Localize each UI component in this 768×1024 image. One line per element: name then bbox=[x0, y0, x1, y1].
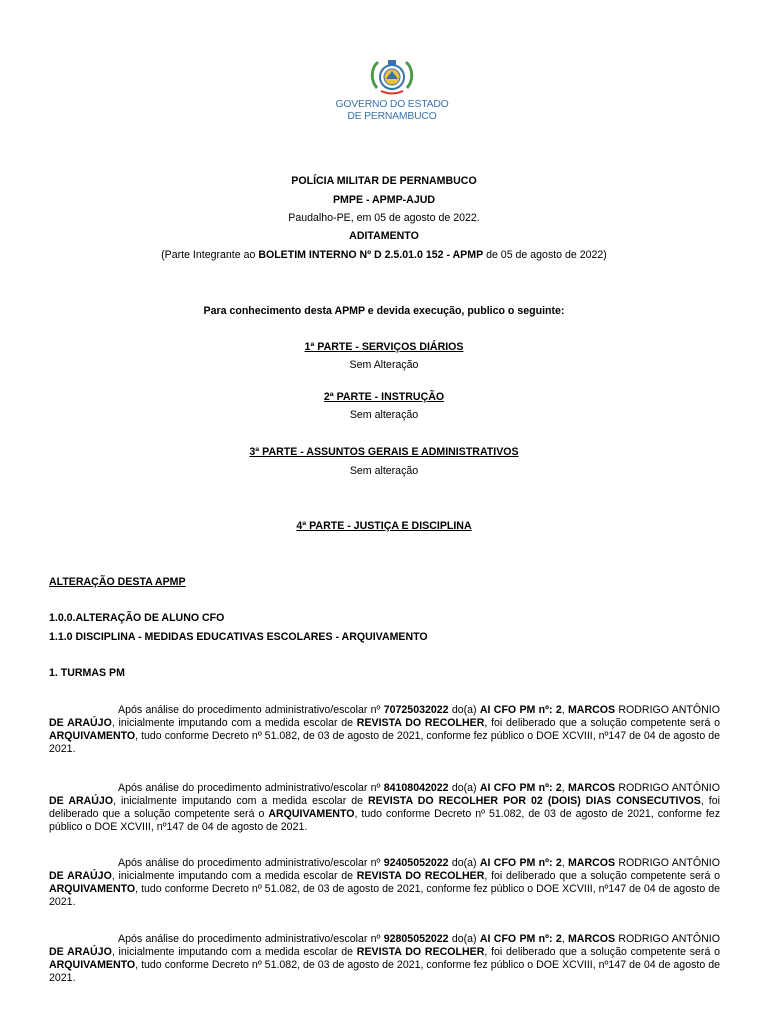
part-3-status: Sem alteração bbox=[349, 465, 419, 477]
p1-text-5: , inicialmente imputando com a medida escolar de bbox=[111, 717, 357, 729]
p1-text-1: Após análise do procedimento administrativo/escolar nº bbox=[118, 704, 384, 716]
p3-name-2: DE ARAÚJO bbox=[49, 870, 112, 882]
p4-text-2: do(a) bbox=[448, 933, 480, 945]
p4-text-6: , foi deliberado que a solução competente será o bbox=[484, 946, 720, 958]
p4-result: ARQUIVAMENTO bbox=[49, 959, 136, 971]
p4-text-5: , inicialmente imputando com a medida escolar de bbox=[111, 946, 357, 958]
paragraph-2 bbox=[49, 782, 720, 834]
logo-line-1: GOVERNO DO ESTADO bbox=[335, 99, 449, 110]
p2-result: ARQUIVAMENTO bbox=[268, 808, 355, 820]
p4-name-2: DE ARAÚJO bbox=[49, 946, 112, 958]
p2-procedure-number: 84108042022 bbox=[383, 782, 449, 794]
p2-name-1: MARCOS bbox=[567, 782, 616, 794]
p3-text-5: , inicialmente imputando com a medida escolar de bbox=[111, 870, 357, 882]
p2-name-2: DE ARAÚJO bbox=[49, 795, 114, 807]
p4-text-7: , tudo conforme Decreto nº 51.082, de 03 de agosto de 2021, conforme fez público o DOE XCVIII, nº147 de 04 de agosto de 2021. bbox=[49, 959, 720, 984]
section-sub-3: 1. TURMAS PM bbox=[49, 667, 125, 679]
p4-name-1: MARCOS bbox=[567, 933, 616, 945]
parte-post: de 05 de agosto de 2022) bbox=[483, 249, 607, 261]
coat-of-arms-icon bbox=[368, 58, 416, 98]
header-unit: PMPE - APMP-AJUD bbox=[332, 194, 436, 206]
p1-text-7: , tudo conforme Decreto nº 51.082, de 03 de agosto de 2021, conforme fez público o DOE XCVIII, nº147 de 04 de agosto de 2021. bbox=[49, 730, 720, 755]
p4-measure: REVISTA DO RECOLHER bbox=[356, 946, 485, 958]
p2-measure: REVISTA DO RECOLHER POR 02 (DOIS) DIAS CONSECUTIVOS bbox=[368, 795, 701, 807]
part-4-title: 4ª PARTE - JUSTIÇA E DISCIPLINA bbox=[296, 520, 472, 532]
paragraph-4 bbox=[49, 933, 720, 985]
logo-line-2: DE PERNAMBUCO bbox=[347, 111, 437, 122]
section-title: ALTERAÇÃO DESTA APMP bbox=[49, 576, 186, 588]
p3-name-1: MARCOS bbox=[567, 857, 616, 869]
p3-rank: AI CFO PM nº: 2 bbox=[479, 857, 562, 869]
part-2-title: 2ª PARTE - INSTRUÇÃO bbox=[323, 391, 445, 403]
p3-result: ARQUIVAMENTO bbox=[49, 883, 136, 895]
p1-text-2: do(a) bbox=[448, 704, 480, 716]
p4-text-3: , bbox=[561, 933, 568, 945]
part-2-status: Sem alteração bbox=[349, 409, 419, 421]
p2-text-5: , inicialmente imputando com a medida escolar de bbox=[113, 795, 369, 807]
p1-result: ARQUIVAMENTO bbox=[49, 730, 136, 742]
p4-rank: AI CFO PM nº: 2 bbox=[479, 933, 562, 945]
paragraph-3 bbox=[49, 857, 720, 909]
p2-text-2: do(a) bbox=[448, 782, 480, 794]
p2-text-3: , bbox=[561, 782, 568, 794]
p2-text-6: , foi deliberado que a solução competente será o bbox=[49, 795, 720, 820]
p1-rank: AI CFO PM nº: 2 bbox=[479, 704, 562, 716]
part-1-status: Sem Alteração bbox=[349, 359, 419, 371]
p4-procedure-number: 92805052022 bbox=[383, 933, 449, 945]
section-sub-1: 1.0.0.ALTERAÇÃO DE ALUNO CFO bbox=[49, 612, 225, 624]
p1-text-6: , foi deliberado que a solução competente será o bbox=[484, 717, 720, 729]
p1-procedure-number: 70725032022 bbox=[383, 704, 449, 716]
part-3-title: 3ª PARTE - ASSUNTOS GERAIS E ADMINISTRATIVOS bbox=[249, 446, 519, 458]
p3-procedure-number: 92405052022 bbox=[383, 857, 449, 869]
parte-pre: (Parte Integrante ao bbox=[161, 249, 259, 261]
p1-name-1: MARCOS bbox=[567, 704, 616, 716]
boletim-reference: BOLETIM INTERNO Nº D 2.5.01.0 152 - APMP bbox=[258, 249, 484, 261]
logo-text bbox=[330, 99, 454, 123]
p4-text-4: RODRIGO ANTÔNIO bbox=[615, 933, 720, 945]
p2-text-7: , tudo conforme Decreto nº 51.082, de 03 de agosto de 2021, conforme fez público o DOE XCVIII, nº147 de 04 de agosto de 2021. bbox=[49, 808, 720, 833]
intro-text: Para conhecimento desta APMP e devida execução, publico o seguinte: bbox=[203, 305, 565, 317]
p3-text-1: Após análise do procedimento administrativo/escolar nº bbox=[118, 857, 384, 869]
p4-text-1: Após análise do procedimento administrativo/escolar nº bbox=[118, 933, 384, 945]
section-sub-2: 1.1.0 DISCIPLINA - MEDIDAS EDUCATIVAS ESCOLARES - ARQUIVAMENTO bbox=[49, 631, 428, 643]
p2-text-4: RODRIGO ANTÔNIO bbox=[615, 782, 720, 794]
p3-text-7: , tudo conforme Decreto nº 51.082, de 03 de agosto de 2021, conforme fez público o DOE XCVIII, nº147 de 04 de agosto de 2021. bbox=[49, 883, 720, 908]
p3-measure: REVISTA DO RECOLHER bbox=[356, 870, 485, 882]
p1-text-3: , bbox=[561, 704, 568, 716]
header-parte-integrante bbox=[0, 249, 768, 262]
p1-name-2: DE ARAÚJO bbox=[49, 717, 112, 729]
government-logo bbox=[330, 58, 454, 126]
paragraph-1 bbox=[49, 704, 720, 756]
header-place-date: Paudalho-PE, em 05 de agosto de 2022. bbox=[288, 212, 480, 224]
p3-text-6: , foi deliberado que a solução competente será o bbox=[484, 870, 720, 882]
p2-text-1: Após análise do procedimento administrativo/escolar nº bbox=[118, 782, 384, 794]
p1-text-4: RODRIGO ANTÔNIO bbox=[615, 704, 720, 716]
p3-text-2: do(a) bbox=[448, 857, 480, 869]
p1-measure: REVISTA DO RECOLHER bbox=[356, 717, 485, 729]
part-1-title: 1ª PARTE - SERVIÇOS DIÁRIOS bbox=[304, 341, 464, 353]
p3-text-3: , bbox=[561, 857, 568, 869]
header-doc-type: ADITAMENTO bbox=[349, 230, 419, 242]
p2-rank: AI CFO PM nº: 2 bbox=[479, 782, 562, 794]
p3-text-4: RODRIGO ANTÔNIO bbox=[615, 857, 720, 869]
header-org: POLÍCIA MILITAR DE PERNAMBUCO bbox=[291, 175, 477, 187]
